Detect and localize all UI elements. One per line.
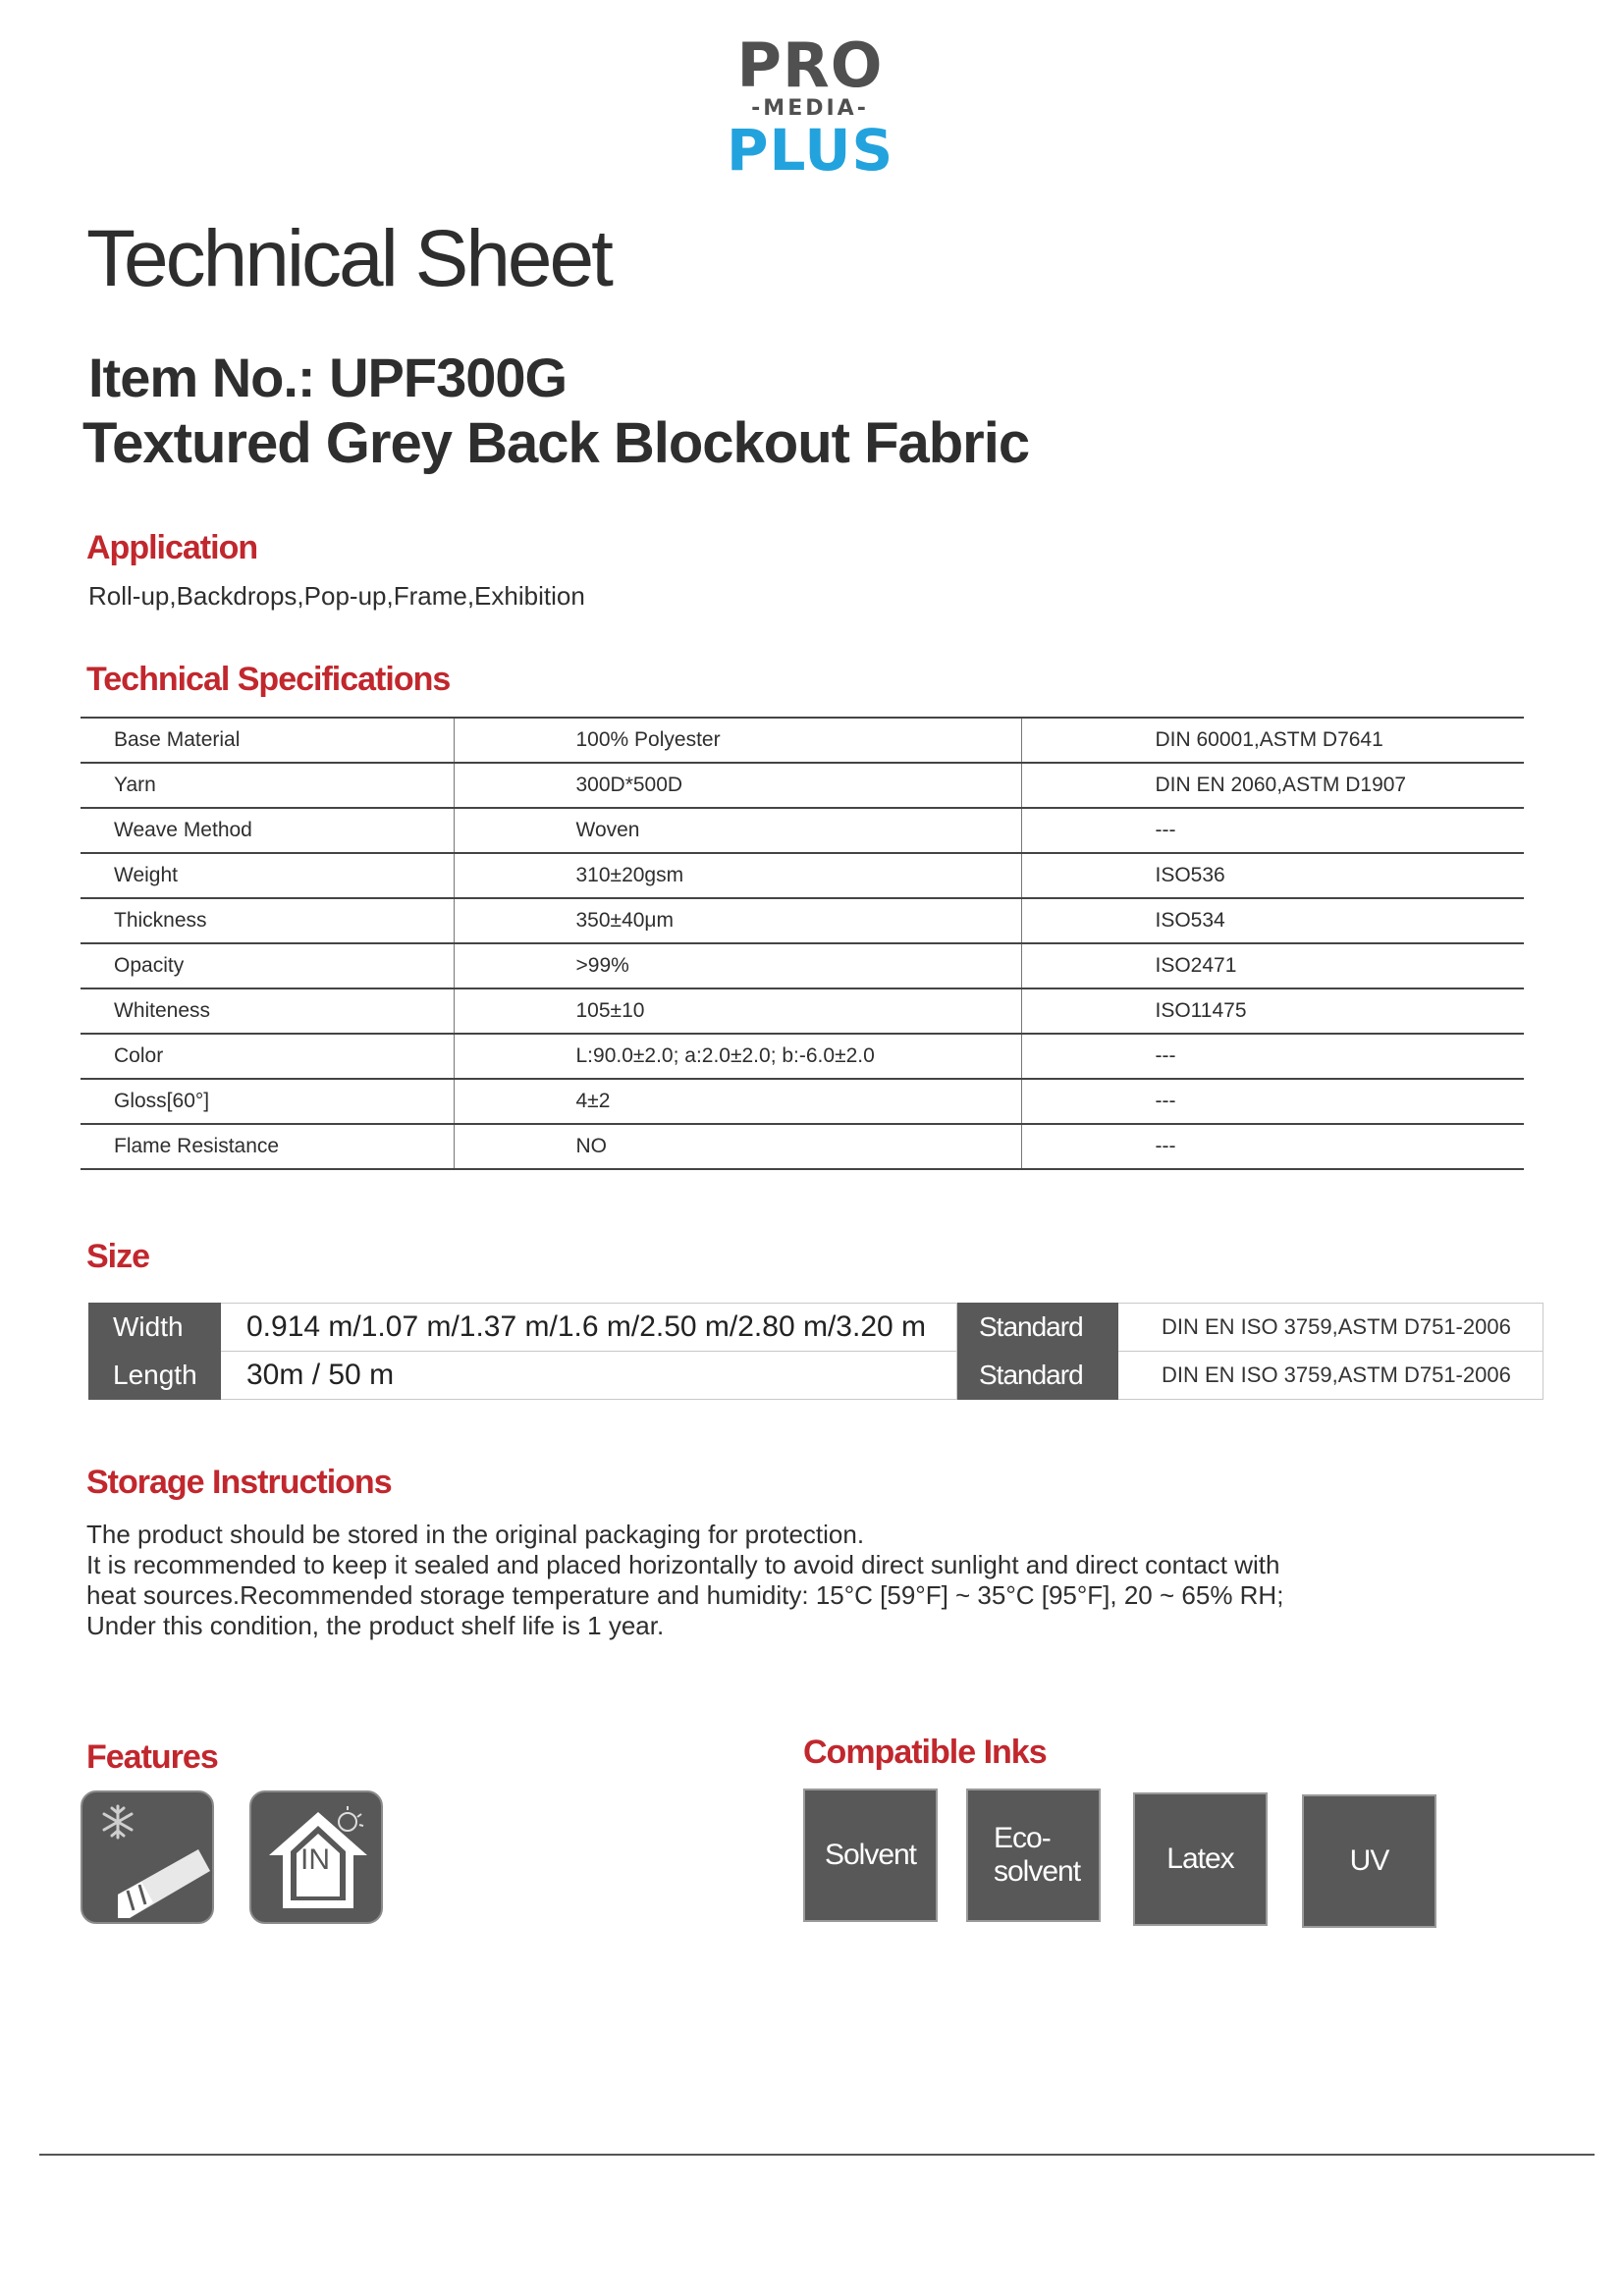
- logo-line-plus: PLUS: [727, 117, 894, 184]
- size-label: Length: [89, 1352, 221, 1400]
- standard-value: DIN EN ISO 3759,ASTM D751-2006: [1118, 1352, 1543, 1400]
- spec-standard: ISO534: [1021, 898, 1524, 943]
- spec-standard: DIN EN 2060,ASTM D1907: [1021, 763, 1524, 808]
- spec-property: Base Material: [81, 718, 454, 763]
- logo-line-pro: PRO: [736, 29, 884, 101]
- spec-row: [81, 763, 1524, 808]
- brand-logo: [727, 29, 894, 184]
- spec-standard: ---: [1021, 808, 1524, 853]
- spec-value: 350±40μm: [454, 898, 1021, 943]
- size-value: 30m / 50 m: [221, 1352, 957, 1400]
- spec-standard: ---: [1021, 1034, 1524, 1079]
- spec-value: 100% Polyester: [454, 718, 1021, 763]
- spec-property: Gloss[60°]: [81, 1079, 454, 1124]
- spec-value: 310±20gsm: [454, 853, 1021, 898]
- spec-row: [81, 1034, 1524, 1079]
- spec-value: NO: [454, 1124, 1021, 1169]
- size-value: 0.914 m/1.07 m/1.37 m/1.6 m/2.50 m/2.80 m/3.20 m: [221, 1304, 957, 1352]
- spec-row: [81, 718, 1524, 763]
- spec-value: 300D*500D: [454, 763, 1021, 808]
- tech-specs-heading: Technical Specifications: [86, 661, 451, 698]
- spec-row: [81, 1079, 1524, 1124]
- features-heading: Features: [86, 1738, 218, 1776]
- standard-value: DIN EN ISO 3759,ASTM D751-2006: [1118, 1304, 1543, 1352]
- item-number: Item No.: UPF300G: [88, 347, 568, 408]
- storage-heading: Storage Instructions: [86, 1464, 392, 1501]
- spec-property: Color: [81, 1034, 454, 1079]
- spec-value: L:90.0±2.0; a:2.0±2.0; b:-6.0±2.0: [454, 1034, 1021, 1079]
- spec-property: Weave Method: [81, 808, 454, 853]
- spec-row: [81, 853, 1524, 898]
- spec-value: 4±2: [454, 1079, 1021, 1124]
- storage-line: Under this condition, the product shelf life is 1 year.: [86, 1611, 665, 1640]
- ink-latex: Latex: [1133, 1792, 1268, 1926]
- spec-row: [81, 898, 1524, 943]
- cold-cut-icon: [81, 1790, 214, 1924]
- storage-line: heat sources.Recommended storage temperature and humidity: 15°C [59°F] ~ 35°C [95°F], 20 ~ 65% RH;: [86, 1580, 1284, 1610]
- ink-eco-solvent: Eco- solvent: [966, 1789, 1101, 1922]
- spec-value: >99%: [454, 943, 1021, 988]
- spec-standard: ISO11475: [1021, 988, 1524, 1034]
- spec-standard: ---: [1021, 1079, 1524, 1124]
- spec-row: [81, 988, 1524, 1034]
- spec-property: Weight: [81, 853, 454, 898]
- size-table: [88, 1303, 1543, 1400]
- storage-line: It is recommended to keep it sealed and placed horizontally to avoid direct sunlight and direct contact with: [86, 1550, 1280, 1579]
- spec-row: [81, 808, 1524, 853]
- size-heading: Size: [86, 1238, 150, 1275]
- standard-label: Standard: [957, 1304, 1118, 1352]
- spec-property: Thickness: [81, 898, 454, 943]
- spec-standard: ---: [1021, 1124, 1524, 1169]
- ink-uv: UV: [1302, 1794, 1436, 1928]
- size-row-length: [89, 1352, 1543, 1400]
- spec-property: Opacity: [81, 943, 454, 988]
- ink-solvent: Solvent: [803, 1789, 938, 1922]
- spec-value: 105±10: [454, 988, 1021, 1034]
- document-title: Technical Sheet: [86, 214, 611, 303]
- spec-value: Woven: [454, 808, 1021, 853]
- footer-divider: [39, 2154, 1595, 2156]
- application-heading: Application: [86, 529, 258, 566]
- spec-property: Whiteness: [81, 988, 454, 1034]
- standard-label: Standard: [957, 1352, 1118, 1400]
- tech-specs-table: [81, 717, 1524, 1170]
- application-text: Roll-up,Backdrops,Pop-up,Frame,Exhibition: [88, 581, 585, 611]
- size-label: Width: [89, 1304, 221, 1352]
- compatible-inks-heading: Compatible Inks: [803, 1734, 1047, 1771]
- spec-row: [81, 943, 1524, 988]
- spec-row: [81, 1124, 1524, 1169]
- indoor-icon: [249, 1790, 383, 1924]
- spec-standard: ISO536: [1021, 853, 1524, 898]
- spec-standard: DIN 60001,ASTM D7641: [1021, 718, 1524, 763]
- spec-standard: ISO2471: [1021, 943, 1524, 988]
- spec-property: Yarn: [81, 763, 454, 808]
- storage-line: The product should be stored in the original packaging for protection.: [86, 1520, 865, 1549]
- size-row-width: [89, 1304, 1543, 1352]
- logo-line-media: -MEDIA-: [751, 96, 869, 121]
- product-name: Textured Grey Back Blockout Fabric: [82, 411, 1030, 475]
- indoor-icon-label: IN: [300, 1843, 330, 1876]
- spec-property: Flame Resistance: [81, 1124, 454, 1169]
